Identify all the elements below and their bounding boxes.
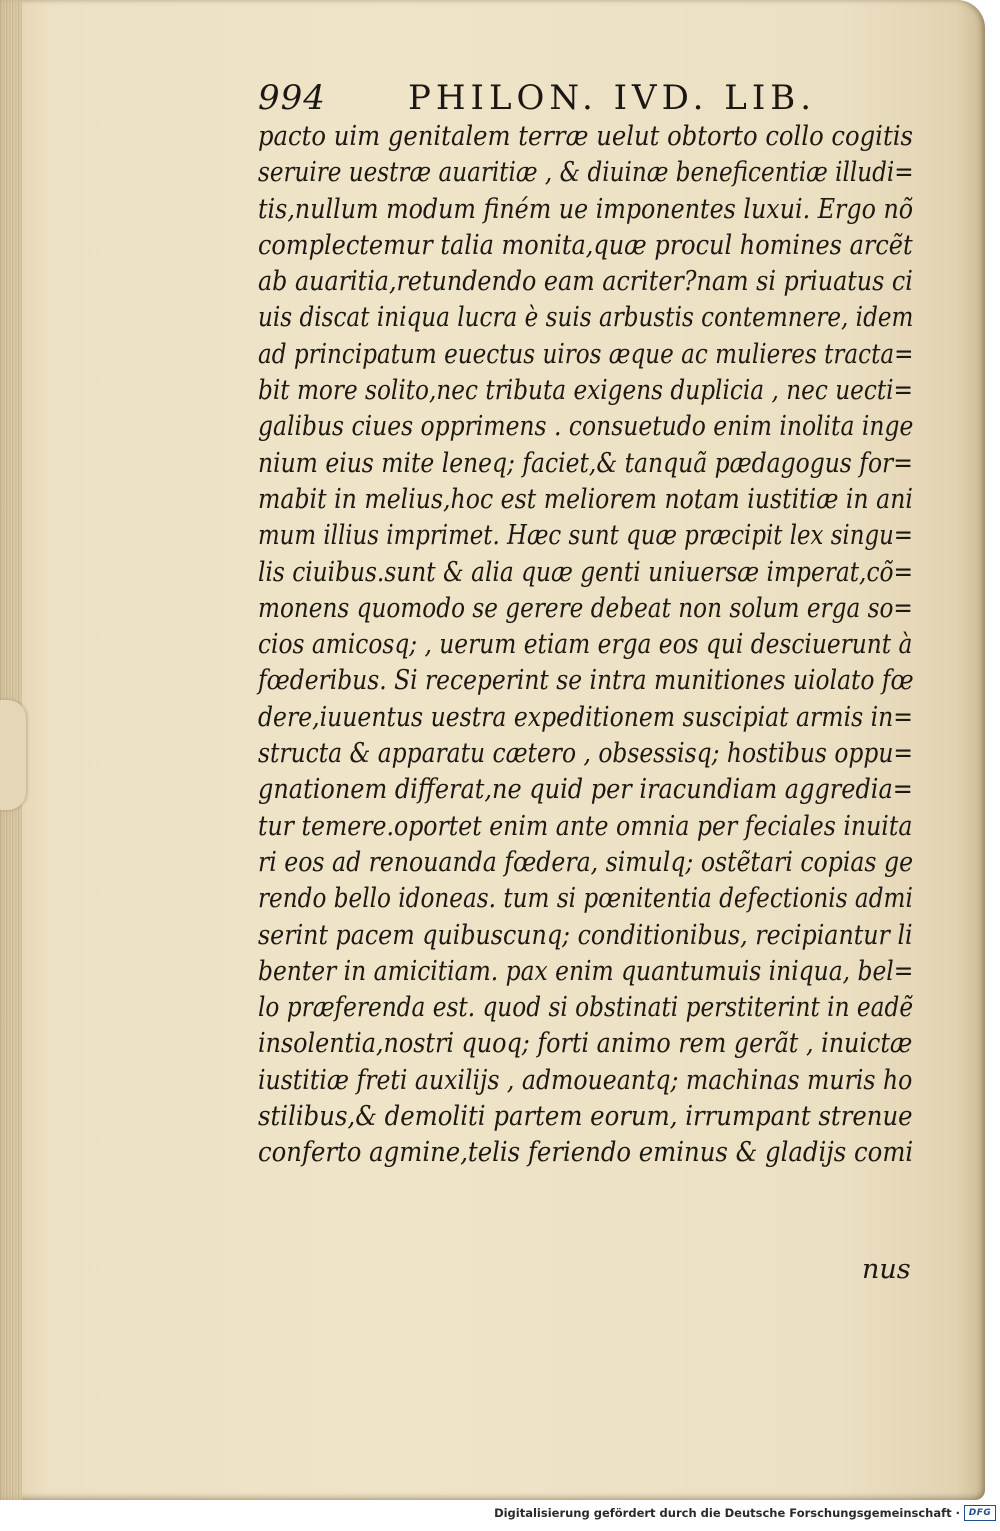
text-line: nium eius mite leneq; faciet,& tanquã pædagogus for= (258, 446, 913, 479)
text-line: rendo bello idoneas. tum si pœnitentia defectionis admi (258, 882, 913, 915)
text-line: mabit in melius,hoc est meliorem notam iustitiæ in ani (258, 482, 913, 515)
text-line: complectemur talia monita,quæ procul homines arcẽt (258, 228, 913, 261)
text-line: tis,nullum modum finém ue imponentes luxui. Ergo nõ (258, 192, 914, 225)
text-line: serint pacem quibuscunq; conditionibus, recipiantur li (258, 918, 913, 951)
dfg-logo-icon: DFG (964, 1505, 996, 1521)
text-line: pacto uim genitalem terræ uelut obtorto collo cogitis (258, 120, 913, 152)
text-line: tur temere.oportet enim ante omnia per feciales inuita (258, 809, 913, 842)
text-line: cios amicosq; , uerum etiam erga eos qui desciuerunt à (258, 628, 913, 661)
running-head: PHILON. IVD. LIB. (408, 78, 817, 118)
text-line: fœderibus. Si receperint se intra munitiones uiolato fœ (258, 664, 914, 697)
text-line: insolentia,nostri quoq; forti animo rem gerãt , inuictæ (258, 1027, 913, 1060)
text-line: bit more solito,nec tributa exigens duplicia , nec uecti= (258, 374, 913, 407)
text-line: seruire uestræ auaritiæ , & diuinæ beneficentiæ illudi= (258, 156, 914, 189)
text-line: stilibus,& demoliti partem eorum, irrumpant strenue (258, 1100, 913, 1133)
text-line: lis ciuibus.sunt & alia quæ genti uniuersæ imperat,cõ= (258, 555, 913, 588)
text-line: galibus ciues opprimens . consuetudo enim inolita inge (258, 410, 914, 443)
credit-text: Digitalisierung gefördert durch die Deutsche Forschungsgemeinschaft · (494, 1506, 960, 1520)
text-line: gnationem differat,ne quid per iracundiam aggredia= (258, 773, 913, 806)
text-line: ad principatum euectus uiros æque ac mulieres tracta= (258, 337, 914, 370)
text-line: monens quomodo se gerere debeat non solum erga so= (258, 591, 913, 624)
text-line: ri eos ad renouanda fœdera, simulq; ostẽtari copias ge (258, 845, 914, 878)
text-line: mum illius imprimet. Hæc sunt quæ præcipit lex singu= (258, 519, 913, 552)
text-line: uis discat iniqua lucra è suis arbustis contemnere, idem (258, 301, 914, 334)
text-line: iustitiæ freti auxilijs , admoueantq; machinas muris ho (258, 1063, 913, 1096)
body-text (258, 118, 918, 1171)
text-line: benter in amicitiam. pax enim quantumuis iniqua, bel= (258, 954, 914, 987)
text-line: conferto agmine,telis feriendo eminus & gladijs comi (258, 1136, 914, 1169)
folio-number: 994 (258, 78, 326, 118)
digitization-credit (494, 1503, 996, 1523)
text-line: structa & apparatu cætero , obsessisq; hostibus oppu= (258, 737, 913, 770)
catchword: nus (862, 1254, 911, 1285)
text-line: lo præferenda est. quod si obstinati perstiterint in eadẽ (258, 991, 914, 1024)
text-line: ab auaritia,retundendo eam acriter?nam si priuatus ci (258, 265, 913, 298)
text-line: dere,iuuentus uestra expeditionem suscipiat armis in= (258, 700, 914, 733)
page-tab (0, 700, 26, 810)
